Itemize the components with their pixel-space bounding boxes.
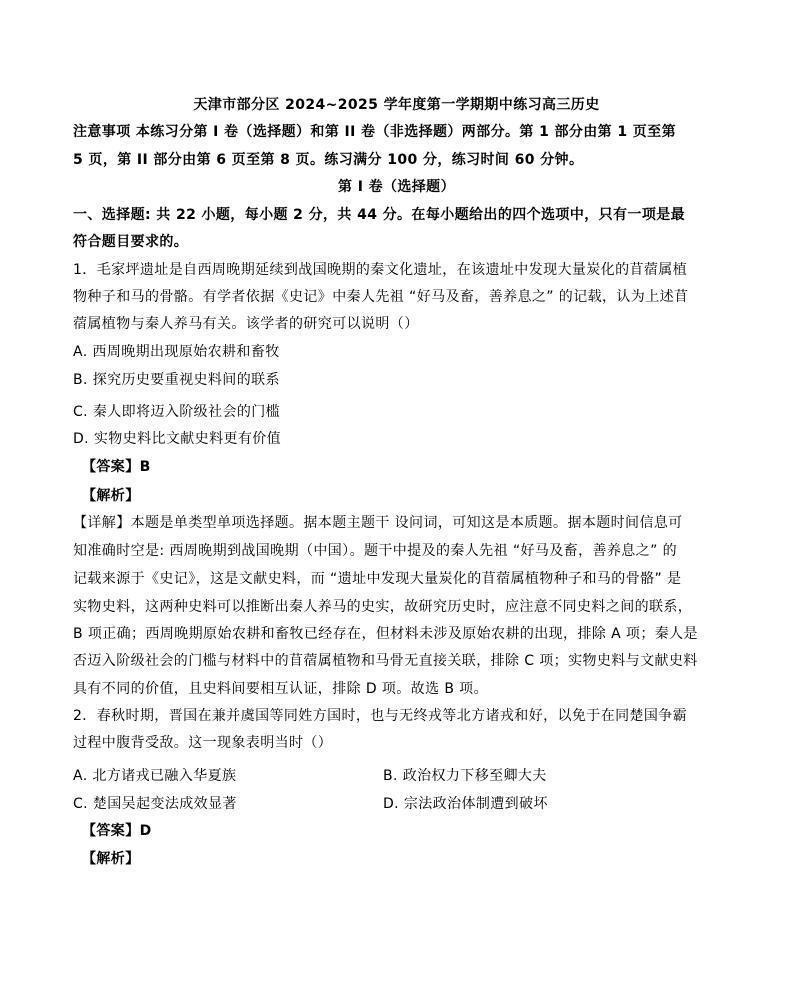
q2-analysis-label: 【解析】 (82, 851, 140, 867)
q1-detail-line-7: 具有不同的价值，且史料间要相互认证，排除 D 项。故选 B 项。 (73, 681, 488, 697)
instructions-line-2: 符合题目要求的。 (73, 234, 189, 250)
q1-detail-line-3: 记载来源于《史记》，这是文献史料，而 “遗址中发现大量炭化的苜蓿属植物种子和马的骨骼” 是 (73, 571, 682, 587)
q1-option-c: C. 秦人即将迈入阶级社会的门槛 (73, 404, 281, 420)
notice-line-2: 5 页，第 II 部分由第 6 页至第 8 页。练习满分 100 分，练习时间 60 分钟。 (73, 152, 584, 168)
instructions-line-1: 一、选择题: 共 22 小题，每小题 2 分，共 44 分。在每小题给出的四个选项中，只有一项是最 (73, 207, 686, 223)
q2-stem-line-1: 2．春秋时期，晋国在兼并虞国等同姓方国时，也与无终戎等北方诸戎和好，以免于在同楚国争霸 (73, 708, 688, 724)
q2-option-c: C. 楚国吴起变法成效显著 (73, 796, 237, 812)
q1-option-b: B. 探究历史要重视史料间的联系 (73, 372, 280, 388)
notice-line-1: 注意事项 本练习分第 I 卷（选择题）和第 II 卷（非选择题）两部分。第 1 部分由第 1 页至第 (73, 124, 676, 140)
q1-answer: 【答案】B (82, 459, 151, 475)
document-title: 天津市部分区 2024~2025 学年度第一学期期中练习高三历史 (193, 97, 600, 113)
q2-answer: 【答案】D (82, 823, 152, 839)
q2-option-a: A. 北方诸戎已融入华夏族 (73, 768, 237, 784)
q1-stem-line-3: 蓿属植物与秦人养马有关。该学者的研究可以说明（） (73, 316, 419, 332)
q1-detail-line-1: 【详解】本题是单类型单项选择题。据本题主题干 设问词，可知这是本质题。据本题时间信息可 (73, 515, 683, 531)
q1-detail-line-4: 实物史料，这两种史料可以推断出秦人养马的史实，故研究历史时，应注意不同史料之间的联系， (73, 599, 693, 615)
q1-detail-line-5: B 项正确；西周晚期原始农耕和畜牧已经存在，但材料未涉及原始农耕的出现，排除 A 项；秦人是 (73, 626, 698, 642)
q1-detail-line-2: 知准确时空是: 西周晚期到战国晚期（中国）。题干中提及的秦人先祖 “好马及畜，善养息之” 的 (73, 543, 677, 559)
q1-stem-line-2: 物种子和马的骨骼。有学者依据《史记》中秦人先祖 “好马及畜，善养息之” 的记载，认为上述苜 (73, 289, 689, 305)
section-title: 第 I 卷（选择题） (338, 179, 455, 195)
q2-option-b: B. 政治权力下移至卿大夫 (383, 768, 547, 784)
q1-option-d: D. 实物史料比文献史料更有价值 (73, 431, 282, 447)
q1-stem-line-1: 1．毛家坪遗址是自西周晚期延续到战国晚期的秦文化遗址，在该遗址中发现大量炭化的苜蓿属植 (73, 262, 688, 278)
q1-analysis-label: 【解析】 (82, 488, 140, 504)
q1-detail-line-6: 否迈入阶级社会的门槛与材料中的苜蓿属植物和马骨无直接关联，排除 C 项；实物史料与文献史料 (73, 653, 698, 669)
q2-option-d: D. 宗法政治体制遭到破坏 (383, 796, 548, 812)
q1-option-a: A. 西周晚期出现原始农耕和畜牧 (73, 344, 280, 360)
q2-stem-line-2: 过程中腹背受敌。这一现象表明当时（） (73, 735, 333, 751)
